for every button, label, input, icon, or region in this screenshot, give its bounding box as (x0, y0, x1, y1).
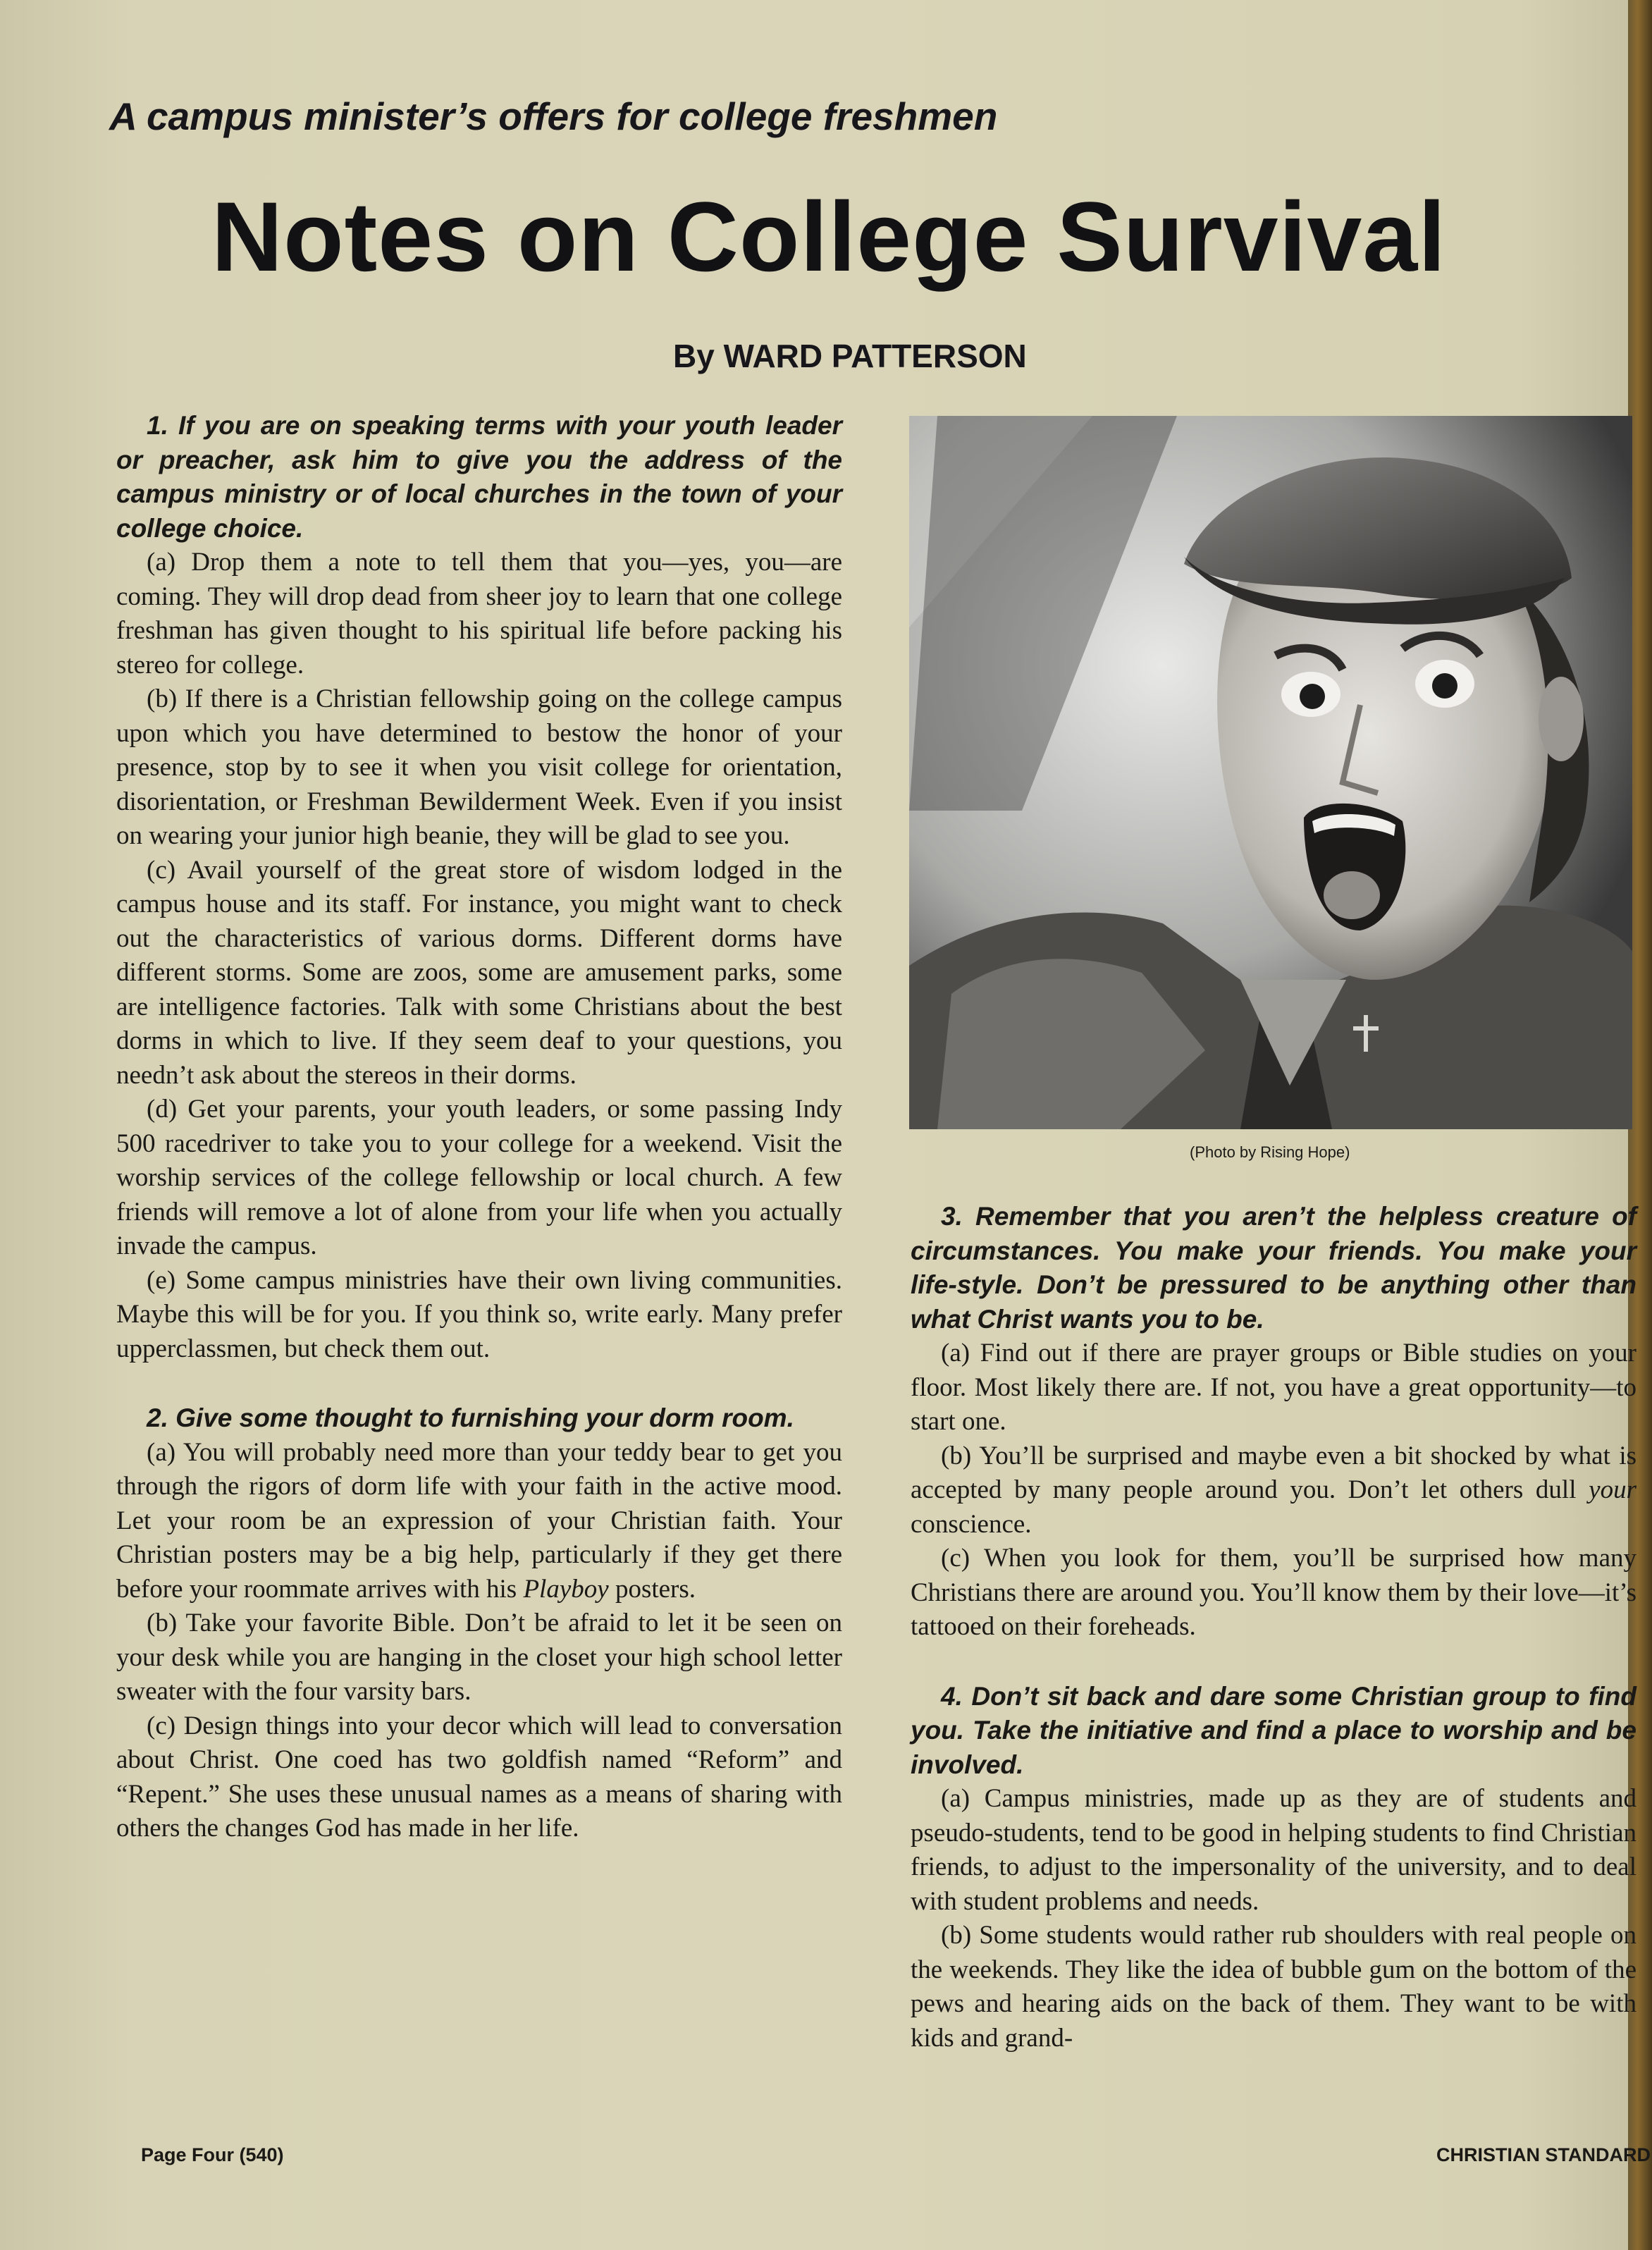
section-3-c: (c) When you look for them, you’ll be surprised how many Christians there are around you. You’ll know them by their love—it’s tattooed on their foreheads. (911, 1544, 1636, 1641)
section-4-heading: 4. Don’t sit back and dare some Christian group to find you. Take the initiative and find a place to worship and be involved. (911, 1681, 1636, 1779)
section-3-heading: 3. Remember that you aren’t the helpless creature of circumstances. You make your friends. You make your life-style. Don’t be pressured to be anything other than what Christ wants you to be. (911, 1202, 1636, 1334)
photo-credit: (Photo by Rising Hope) (1190, 1143, 1350, 1161)
cross-pendant-bar (1353, 1026, 1379, 1031)
kicker: A campus minister’s offers for college freshmen (109, 94, 998, 138)
section-4-b: (b) Some students would rather rub shoulders with real people on the weekends. They like the idea of bubble gum on the bottom of the pews and hearing aids on the back of them. They want to be with kids and grand- (911, 1921, 1636, 2053)
page-number: Page Four (540) (141, 2144, 284, 2165)
left-column (116, 409, 842, 1846)
left-pupil (1300, 684, 1325, 709)
publication-name: CHRISTIAN STANDARD (1436, 2144, 1651, 2165)
section-1-heading: 1. If you are on speaking terms with your youth leader or preacher, ask him to give you the address of the campus ministry or of local churches in the town of your college choice. (116, 411, 842, 543)
section-3-b-italic: your (1589, 1475, 1636, 1504)
section-gap (911, 1645, 1636, 1680)
section-2-b: (b) Take your favorite Bible. Don’t be afraid to let it be seen on your desk while you are hanging in the closet your high school letter sweater with the four varsity bars. (116, 1609, 842, 1706)
section-3-b-part1: (b) You’ll be surprised and maybe even a bit shocked by what is accepted by many people around you. Don’t let others dull (911, 1441, 1636, 1504)
section-2-a-italic: Playboy (523, 1574, 609, 1604)
section-3-a: (a) Find out if there are prayer groups or Bible studies on your floor. Most likely there are. If not, you have a great opportunity—to start one. (911, 1339, 1636, 1436)
section-1-b: (b) If there is a Christian fellowship going on the college campus upon which you have determined to bestow the honor of your presence, stop by to see it when you visit college for orientation, disorientation, or Freshman Bewilderment Week. Even if you insist on wearing your junior high beanie, they will be glad to see you. (116, 684, 842, 850)
article-title: Notes on College Survival (211, 181, 1447, 292)
section-1-e: (e) Some campus ministries have their own living communities. Maybe this will be for you. If you think so, write early. Many prefer upperclassmen, but check them out. (116, 1265, 842, 1363)
photo-illustration (909, 416, 1632, 1129)
section-3-b-part2: conscience. (911, 1509, 1032, 1539)
section-2-c: (c) Design things into your decor which will lead to conversation about Christ. One coed has two goldfish named “Reform” and “Repent.” She uses these unusual names as a means of sharing with others the changes God has made in her life. (116, 1711, 842, 1843)
section-2-a-part1: (a) You will probably need more than your teddy bear to get you through the rigors of dorm life with your faith in the active mood. Let your room be an expression of your Christian faith. Your Christian posters may be a big help, particularly if they get there before your roommate arrives with his (116, 1437, 842, 1604)
byline: By WARD PATTERSON (673, 338, 1027, 374)
section-1-d: (d) Get your parents, your youth leaders, or some passing Indy 500 racedriver to take you to your college for a weekend. Visit the worship services of the college fellowship or local church. A few friends will remove a lot of alone from your life when you actually invade the campus. (116, 1095, 842, 1260)
section-2-a (116, 1436, 842, 1607)
section-2-heading: 2. Give some thought to furnishing your dorm room. (147, 1403, 794, 1432)
right-pupil (1432, 673, 1457, 699)
section-1-c: (c) Avail yourself of the great store of wisdom lodged in the campus house and its staff. For instance, you might want to check out the characteristics of various dorms. Different dorms have different storms. Some are zoos, some are amusement parks, some are intelligence factories. Talk with some Christians about the best dorms in which to live. If they seem deaf to your questions, you needn’t ask about the stereos in their dorms. (116, 855, 842, 1090)
photo (909, 416, 1632, 1129)
section-2-a-part2: posters. (615, 1574, 696, 1604)
section-1-a: (a) Drop them a note to tell them that you—yes, you—are coming. They will drop dead from sheer joy to learn that one college freshman has given thought to his spiritual life before packing his stereo for college. (116, 548, 842, 680)
section-gap (116, 1366, 842, 1401)
cross-pendant (1364, 1015, 1368, 1052)
tongue (1324, 871, 1380, 919)
right-column (911, 1200, 1636, 2055)
section-3-b (911, 1439, 1636, 1542)
ear (1539, 677, 1584, 761)
section-4-a: (a) Campus ministries, made up as they are of students and pseudo-students, tend to be good in helping students to find Christian friends, to adjust to the impersonality of the university, and to deal with student problems and needs. (911, 1784, 1636, 1916)
